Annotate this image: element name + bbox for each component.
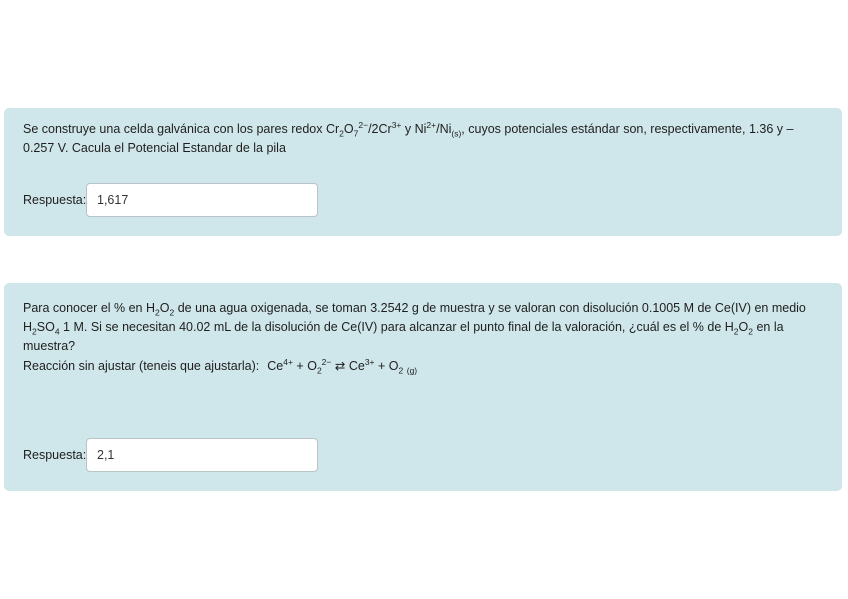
answer-input-2[interactable] [86,438,318,472]
question-2-line-2: $H_2SO_4$ 1 M. Si se necesitan 40.02 mL de la disolución de Ce(IV) para alcanzar el punto final de la valoración, ¿cuál es el % de $H_2O_2$ en la [23,320,784,337]
question-1-text [23,108,826,158]
reaction-equation: Reacción sin ajustar (teneis que ajustarla): $Ce^{4+} + O_2^{2-}$ ⇄ $Ce^{3+} + O_2$ $_{(g)}$ [23,356,418,376]
answer-row-2 [23,438,318,472]
question-card-1 [4,108,842,236]
answer-label: Respuesta: [23,193,87,207]
answer-input-1[interactable] [86,183,318,217]
question-1-line-2: 0.257 V. Cacula el Potencial Estandar de la pila [23,141,286,155]
reaction-label: Reacción sin ajustar (teneis que ajustarla): [23,359,260,373]
equilibrium-arrow-icon: ⇄ [334,359,346,373]
question-card-2 [4,283,842,491]
question-2-line-3: muestra? [23,339,76,353]
question-2-line-1: Para conocer el % en $H_2O_2$ de una agua oxigenada, se toman 3.2542 g de muestra y se valoran con disolución 0.1005 M de Ce(IV) en medio [23,301,806,318]
question-2-text [23,283,826,356]
answer-row-1 [23,183,318,217]
question-1-line-1: Se construye una celda galvánica con los pares redox $Cr_2O_7^{2-}/2Cr^{3+}$ y $Ni^{2+}/Ni_{(s)}$, cuyos potenciales estándar son, respectivamente, 1.36 y – [23,119,794,139]
answer-label: Respuesta: [23,448,87,462]
